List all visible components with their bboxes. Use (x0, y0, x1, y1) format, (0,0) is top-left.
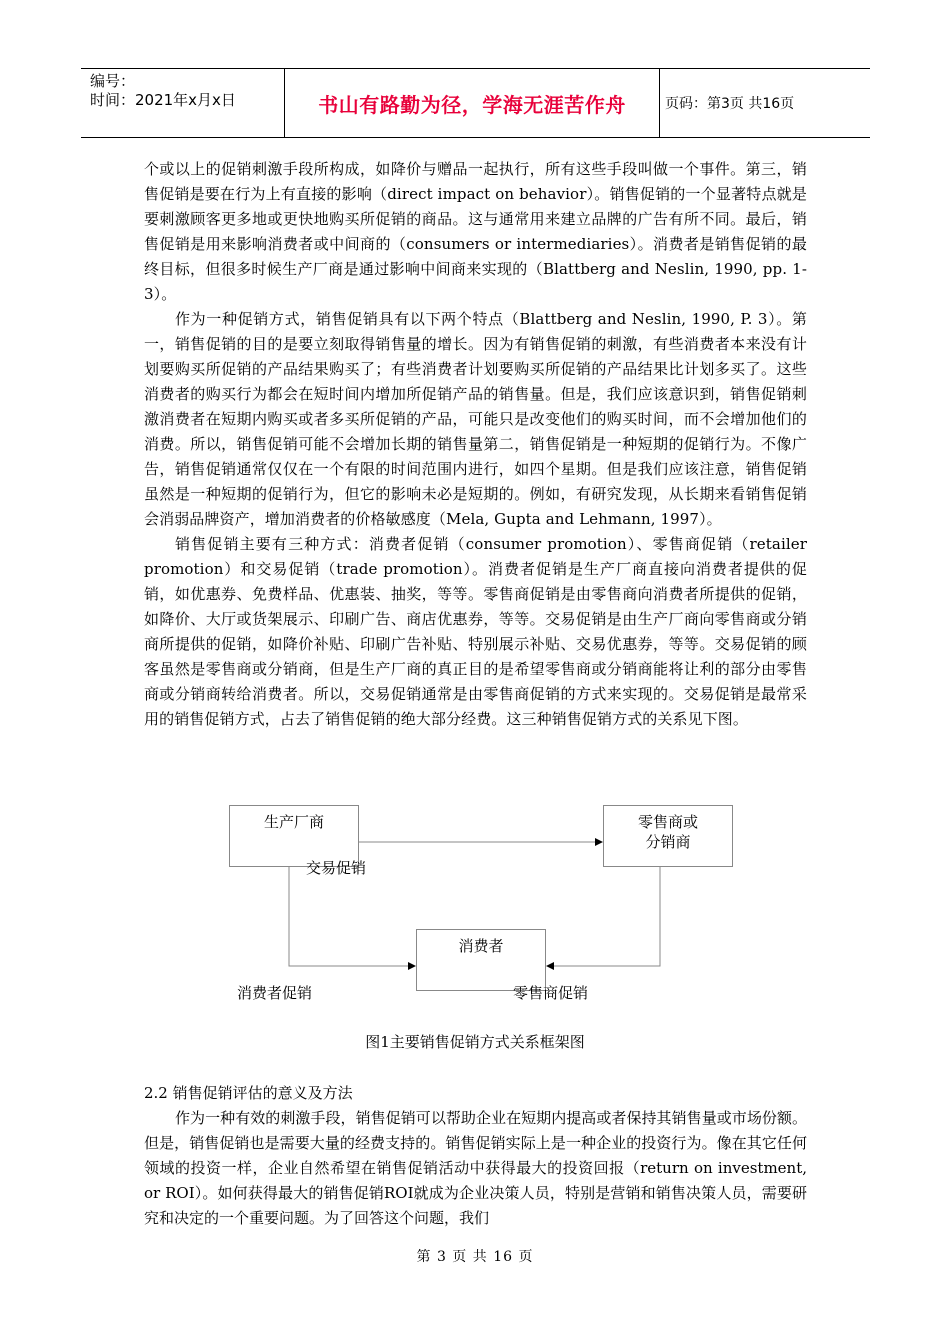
section-body (144, 1106, 807, 1231)
time-label: 时间：2021年x月x日 (90, 91, 236, 109)
consumer-promotion-label: 消费者促销 (237, 984, 313, 1002)
header-page-info: 页码：第3页 共16页 (665, 96, 795, 112)
consumer-promotion-arrow (289, 866, 415, 966)
retailer-label-line1: 零售商或 (637, 813, 698, 831)
section-paragraph-1: 作为一种有效的刺激手段，销售促销可以帮助企业在短期内提高或者保持其销售量或市场份额。但是，销售促销也是需要大量的经费支持的。销售促销实际上是一种企业的投资行为。像在其它任何领域的投资一样，企业自然希望在销售促销活动中获得最大的投资回报（return on investment, or ROI）。如何获得最大的销售促销ROI就成为企业决策人员，特别是营销和销售决策人员，需要研究和决定的一个重要问题。为了回答这个问题，我们 (144, 1109, 807, 1227)
retailer-promotion-label: 零售商促销 (513, 984, 589, 1002)
trade-promotion-label: 交易促销 (306, 859, 367, 877)
number-label: 编号： (90, 72, 136, 90)
header-motto: 书山有路勤为径，学海无涯苦作舟 (284, 69, 660, 137)
consumer-label: 消费者 (458, 937, 504, 955)
manufacturer-label: 生产厂商 (263, 813, 324, 831)
paragraph-1: 个或以上的促销刺激手段所构成，如降价与赠品一起执行，所有这些手段叫做一个事件。第三，销售促销是要在行为上有直接的影响（direct impact on behavior）。销售促销的一个显著特点就是要刺激顾客更多地或更快地购买所促销的商品。这与通常用来建立品牌的广告有所不同。最后，销售促销是用来影响消费者或中间商的（consumers or intermediaries）。消费者是销售促销的最终目标，但很多时候生产厂商是通过影响中间商来实现的（Blattberg and Neslin, 1990, pp. 1-3）。 (144, 160, 807, 303)
paragraph-3: 销售促销主要有三种方式：消费者促销（consumer promotion）、零售商促销（retailer promotion）和交易促销（trade promotion）。消费者促销是生产厂商直接向消费者提供的促销，如优惠券、免费样品、优惠装、抽奖，等等。零售商促销是由零售商向消费者所提供的促销，如降价、大厅或货架展示、印刷广告、商店优惠券，等等。交易促销是由生产厂商向零售商或分销商所提供的促销，如降价补贴、印刷广告补贴、特别展示补贴、交易优惠券，等等。交易促销的顾客虽然是零售商或分销商，但是生产厂商的真正目的是希望零售商或分销商能将让利的部分由零售商或分销商转给消费者。所以，交易促销通常是由零售商促销的方式来实现的。交易促销是最常采用的销售促销方式，占去了销售促销的绝大部分经费。这三种销售促销方式的关系见下图。 (144, 535, 807, 728)
paragraph-2: 作为一种促销方式，销售促销具有以下两个特点（Blattberg and Neslin, 1990, P. 3）。第一，销售促销的目的是要立刻取得销售量的增长。因为有销售促销的刺激，有些消费者本来没有计划要购买所促销的产品结果购买了；有些消费者计划要购买所促销的产品结果比计划多买了。这些消费者的购买行为都会在短时间内增加所促销产品的销售量。但是，我们应该意识到，销售促销刺激消费者在短期内购买或者多买所促销的产品，可能只是改变他们的购买时间，而不会增加他们的消费。所以，销售促销可能不会增加长期的销售量第二，销售促销是一种短期的促销行为。不像广告，销售促销通常仅仅在一个有限的时间范围内进行，如四个星期。但是我们应该注意，销售促销虽然是一种短期的促销行为，但它的影响未必是短期的。例如，有研究发现，从长期来看销售促销会消弱品牌资产，增加消费者的价格敏感度（Mela, Gupta and Lehmann, 1997）。 (144, 310, 807, 528)
page-footer: 第 3 页 共 16 页 (416, 1249, 534, 1265)
section-heading: 2.2 销售促销评估的意义及方法 (144, 1084, 353, 1102)
retailer-label-line2: 分销商 (645, 833, 691, 851)
retailer-box (603, 805, 733, 867)
figure-caption: 图1主要销售促销方式关系框架图 (365, 1033, 585, 1051)
retailer-promotion-arrow (547, 866, 660, 966)
consumer-box (416, 929, 546, 991)
